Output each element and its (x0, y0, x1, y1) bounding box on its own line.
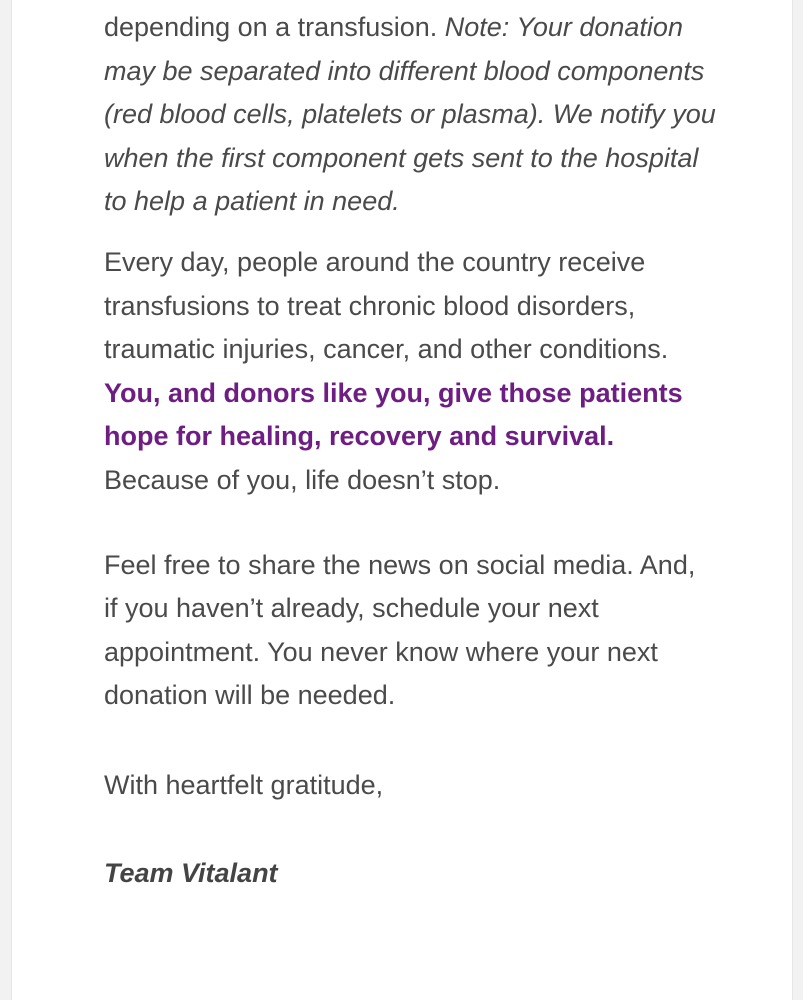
email-body (104, 6, 716, 895)
paragraph-note (104, 6, 716, 224)
closing-line: With heartfelt gratitude, (104, 769, 384, 800)
signature-name: Team Vitalant (104, 857, 278, 888)
email-card (12, 0, 792, 1000)
paragraph-1-lead: depending on a transfusion. (104, 12, 445, 42)
paragraph-impact (104, 241, 716, 503)
paragraph-2-tail: Because of you, life doesn’t stop. (104, 464, 501, 495)
signature (104, 852, 716, 896)
paragraph-share: Feel free to share the news on social media. And, if you haven’t already, schedule your next appointment. You never know where your next donation will be needed. (104, 549, 696, 711)
paragraph-2-lead: Every day, people around the country receive transfusions to treat chronic blood disorders, traumatic injuries, cancer, and other conditions. (104, 246, 669, 365)
donation-note: Note: Your donation may be separated into different blood components (red blood cells, platelets or plasma). We notify you when the first component gets sent to the hospital to help a patient in need. (104, 12, 716, 217)
highlight-text: You, and donors like you, give those patients hope for healing, recovery and survival. (104, 377, 683, 452)
